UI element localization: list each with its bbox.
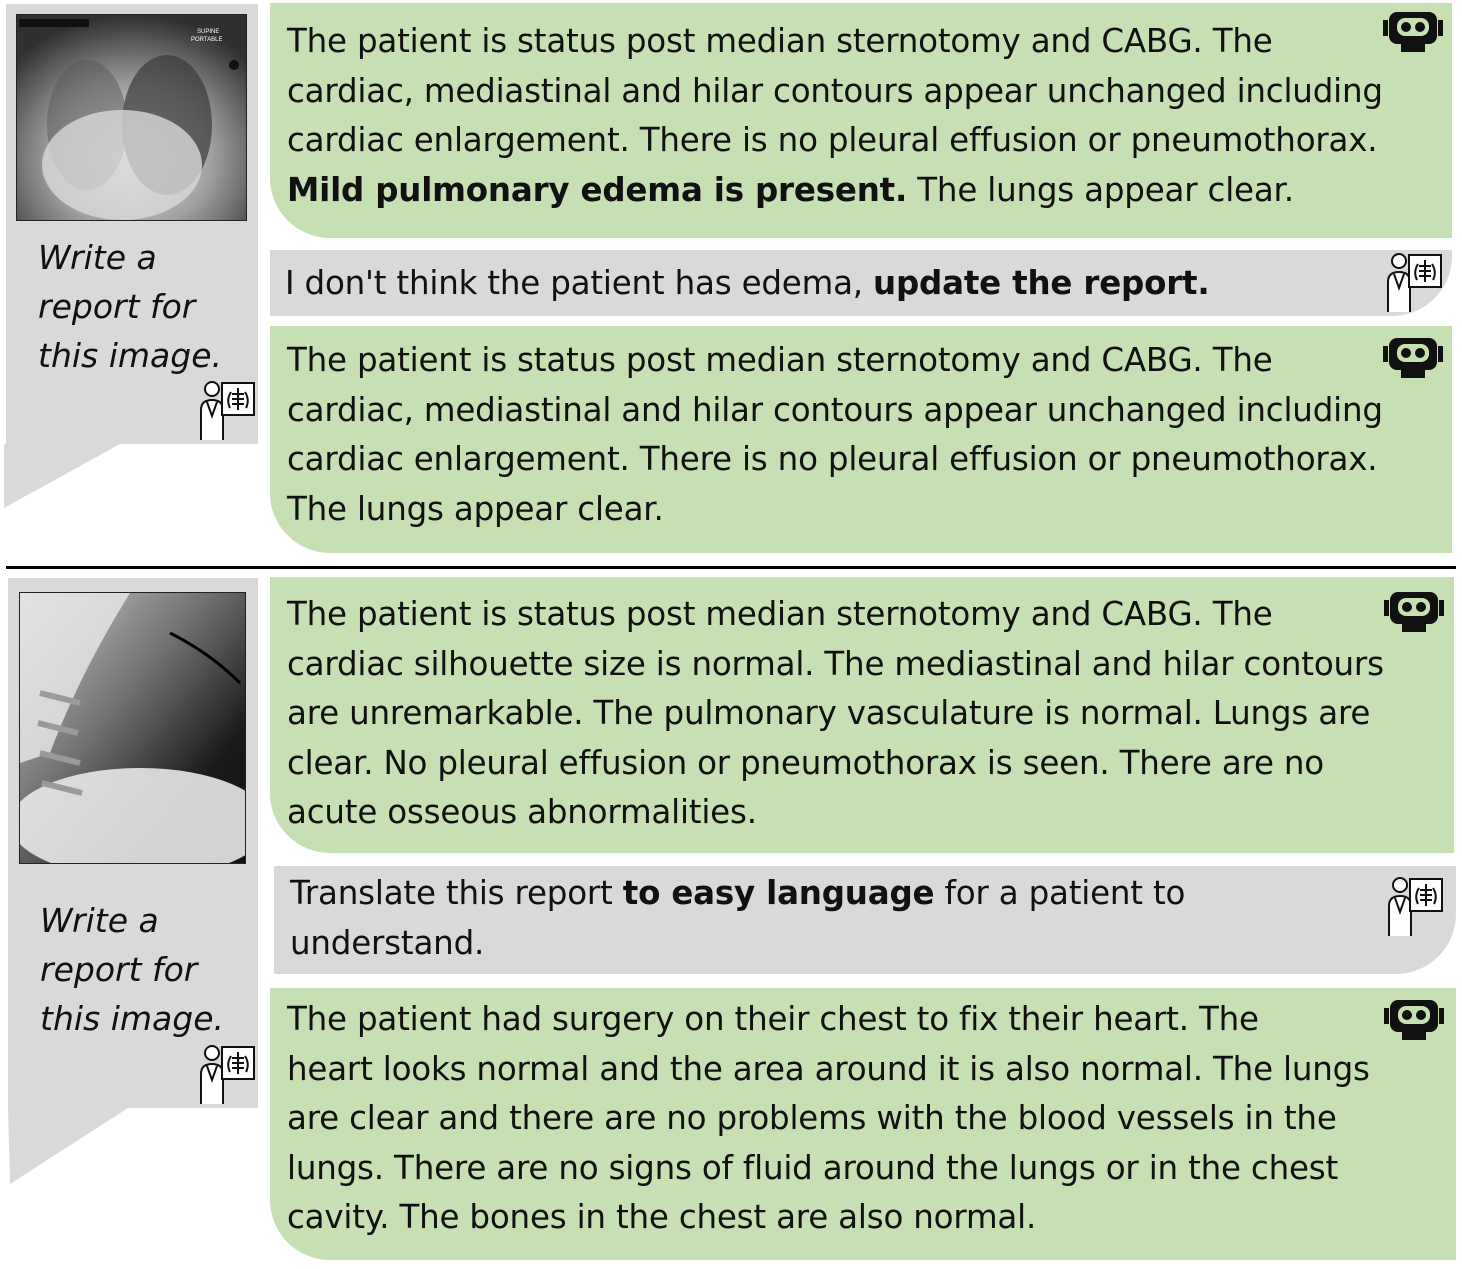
message-line [290,869,1456,919]
xray-label-portable: PORTABLE [191,37,223,43]
message-line: The patient is status post median sternotomy and CABG. The [287,341,1273,379]
doctor-with-xray-icon [1386,876,1446,938]
doctor-with-xray-icon [198,1044,258,1106]
prompt-line: report for [40,950,198,989]
highlight-text: Mild pulmonary edema is present. [287,170,908,209]
section-divider [6,566,1456,569]
prompt-line: Write a [38,238,157,277]
bot-message [270,577,1454,853]
doctor-with-xray-icon [198,380,258,442]
message-line: The patient is status post median sternotomy and CABG. The [287,22,1273,60]
highlight-text: update the report. [873,264,1210,302]
robot-icon [1383,336,1443,378]
user-prompt-top [38,233,222,380]
message-line: heart looks normal and the area around it is also normal. The lungs [287,1049,1370,1088]
speech-tail-top [4,440,134,512]
message-line: acute osseous abnormalities. [287,793,757,831]
prompt-line: this image. [40,999,224,1038]
xray-image-lateral [19,592,246,864]
message-line [287,166,1452,216]
message-text: The lungs appear clear. [907,170,1294,209]
user-message [270,250,1452,316]
message-line: The patient is status post median sternotomy and CABG. The [287,595,1273,633]
message-line: cardiac enlargement. There is no pleural effusion or pneumothorax. [287,121,1378,159]
message-line: cardiac, mediastinal and hilar contours appear unchanged including [287,390,1383,429]
robot-icon [1384,590,1444,632]
message-line: The patient had surgery on their chest to fix their heart. The [287,1000,1259,1038]
message-line: cardiac enlargement. There is no pleural effusion or pneumothorax. [287,440,1378,478]
message-line: understand. [290,923,485,962]
message-text: for a patient to [934,874,1186,912]
message-line [285,259,1452,309]
bot-message [270,988,1456,1260]
message-line: cardiac silhouette size is normal. The mediastinal and hilar contours [287,644,1384,683]
speech-tail-bottom [8,1104,138,1188]
message-text: Translate this report [290,874,623,912]
message-line: The lungs appear clear. [287,489,664,528]
user-prompt-bottom [40,896,224,1043]
highlight-text: to easy language [622,874,935,912]
message-line: cardiac, mediastinal and hilar contours appear unchanged including [287,71,1383,110]
prompt-line: Write a [40,901,159,940]
robot-icon [1383,10,1443,52]
message-line: lungs. There are no signs of fluid around the lungs or in the chest [287,1148,1339,1187]
doctor-with-xray-icon [1385,252,1445,314]
message-line: cavity. The bones in the chest are also normal. [287,1198,1037,1236]
bot-message [270,3,1452,238]
bot-message [270,326,1452,553]
message-line: are unremarkable. The pulmonary vasculature is normal. Lungs are [287,694,1371,732]
xray-label-supine: SUPINE [197,29,220,35]
prompt-line: report for [38,287,196,326]
robot-icon [1384,998,1444,1040]
user-message [274,866,1456,974]
prompt-line: this image. [38,336,222,375]
message-line: are clear and there are no problems with the blood vessels in the [287,1099,1337,1137]
message-text: I don't think the patient has edema, [285,264,874,302]
message-line: clear. No pleural effusion or pneumothorax is seen. There are no [287,743,1324,782]
xray-image-frontal [16,14,247,221]
